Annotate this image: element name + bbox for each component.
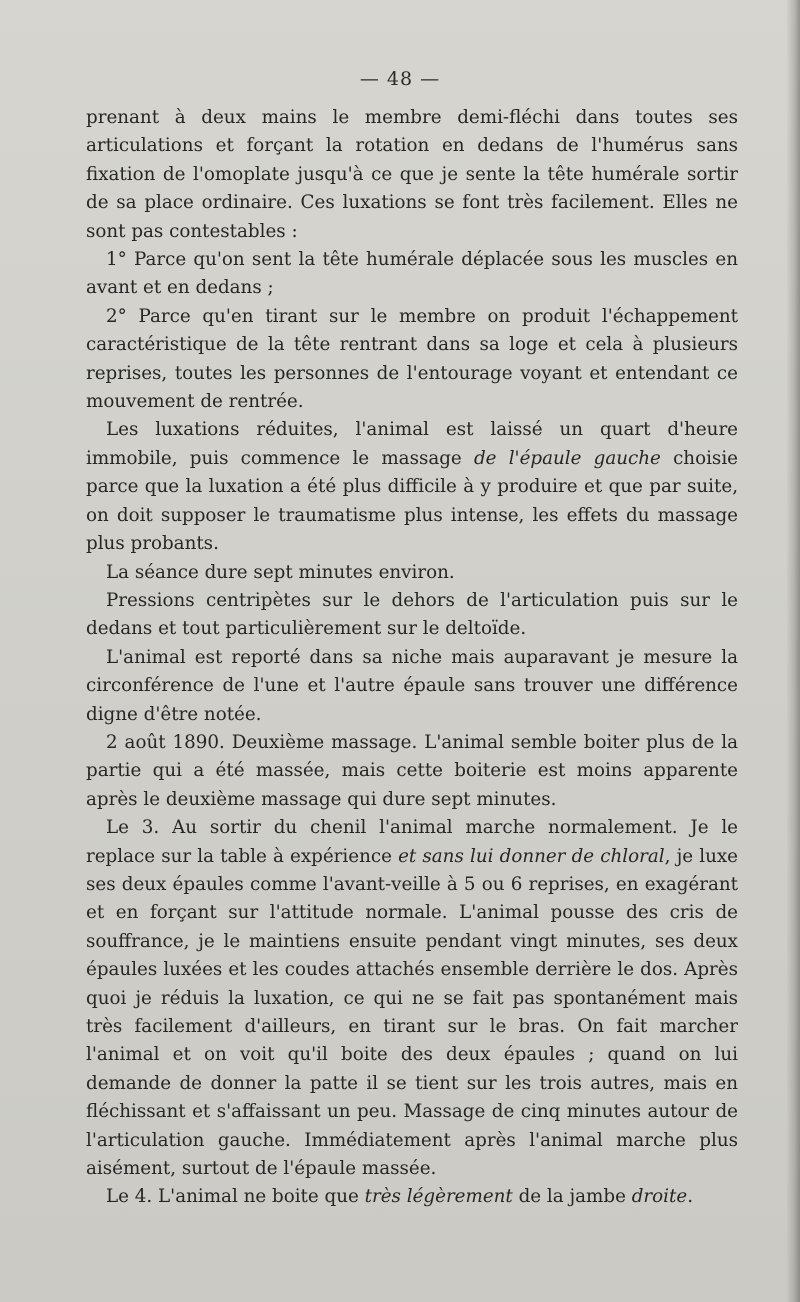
paragraph-4-text-a: Les luxations réduites, l'animal est laissé un quart d'heure immobile, puis commence le massage — [86, 419, 738, 469]
paragraph-9-text-b: , je luxe ses deux épaules comme l'avant-veille à 5 ou 6 reprises, en exagérant et en forçant sur l'attitude normale. L'animal pousse des cris de souffrance, je le maintiens ensuite pendant vingt minutes, ses deux épaules luxées et les coudes attachés ensemble derrière le dos. Après quoi je réduis la luxation, ce qui ne se fait pas spontanément mais très facilement d'ailleurs, en tirant sur le bras. On fait marcher l'animal et on voit qu'il boite des deux épaules ; quand on lui demande de donner la patte il se tient sur les trois autres, mais en fléchissant et s'affaissant un peu. Massage de cinq minutes autour de l'articulation gauche. Immédiatement après l'animal marche plus aisément, surtout de l'épaule massée. — [86, 845, 738, 1180]
page-number: — 48 — — [359, 68, 441, 90]
page-edge-shadow — [786, 0, 800, 1302]
paragraph-8 — [86, 729, 738, 814]
paragraph-1-text: prenant à deux mains le membre demi-fléchi dans toutes ses articulations et forçant la rotation en dedans de l'humérus sans fixation de l'omoplate jusqu'à ce que je sente la tête humérale sortir de sa place ordinaire. Ces luxations se font très facilement. Elles ne sont pas contestables : — [86, 107, 738, 242]
paragraph-9-text-a: Le 3. Au sortir du chenil l'animal marche normalement. Je le replace sur la table à expérience — [86, 817, 738, 867]
paragraph-5-text: La séance dure sept minutes environ. — [106, 561, 455, 583]
paragraph-2-text: 1° Parce qu'on sent la tête humérale déplacée sous les muscles en avant et en dedans ; — [86, 249, 738, 299]
paragraph-10 — [86, 1183, 738, 1211]
paragraph-1 — [86, 104, 738, 246]
paragraph-10-italic-b: droite — [631, 1186, 688, 1208]
paragraph-3 — [86, 303, 738, 417]
paragraph-10-text-b: de la jambe — [512, 1186, 632, 1208]
body-text — [86, 104, 738, 1212]
paragraph-9 — [86, 814, 738, 1183]
paragraph-10-italic-a: très légèrement — [364, 1186, 513, 1208]
paragraph-10-text-c: . — [687, 1186, 693, 1208]
paragraph-2 — [86, 246, 738, 303]
paragraph-5 — [86, 559, 738, 587]
paragraph-6 — [86, 587, 738, 644]
paragraph-10-text-a: Le 4. L'animal ne boite que — [106, 1186, 365, 1208]
paragraph-6-text: Pressions centripètes sur le dehors de l'articulation puis sur le dedans et tout particulièrement sur le deltoïde. — [86, 589, 738, 640]
paragraph-8-text: 2 août 1890. Deuxième massage. L'animal semble boiter plus de la partie qui a été massée, mais cette boiterie est moins apparente après le deuxième massage qui dure sept minutes. — [86, 731, 738, 810]
paragraph-7 — [86, 644, 738, 729]
paragraph-9-italic: et sans lui donner de chloral — [398, 845, 665, 867]
paragraph-3-text: 2° Parce qu'en tirant sur le membre on produit l'échappement caractéristique de la tête rentrant dans sa loge et cela à plusieurs reprises, toutes les personnes de l'entourage voyant et entendant ce mouvement de rentrée. — [86, 305, 738, 413]
paragraph-4-text-b: choisie parce que la luxation a été plus difficile à y produire et que par suite, on doit supposer le traumatisme plus intense, les effets du massage plus probants. — [86, 447, 738, 555]
paragraph-4 — [86, 416, 738, 558]
paragraph-4-italic: de l'épaule gauche — [473, 447, 661, 469]
paragraph-7-text: L'animal est reporté dans sa niche mais auparavant je mesure la circonférence de l'une et l'autre épaule sans trouver une différence digne d'être notée. — [86, 646, 738, 725]
